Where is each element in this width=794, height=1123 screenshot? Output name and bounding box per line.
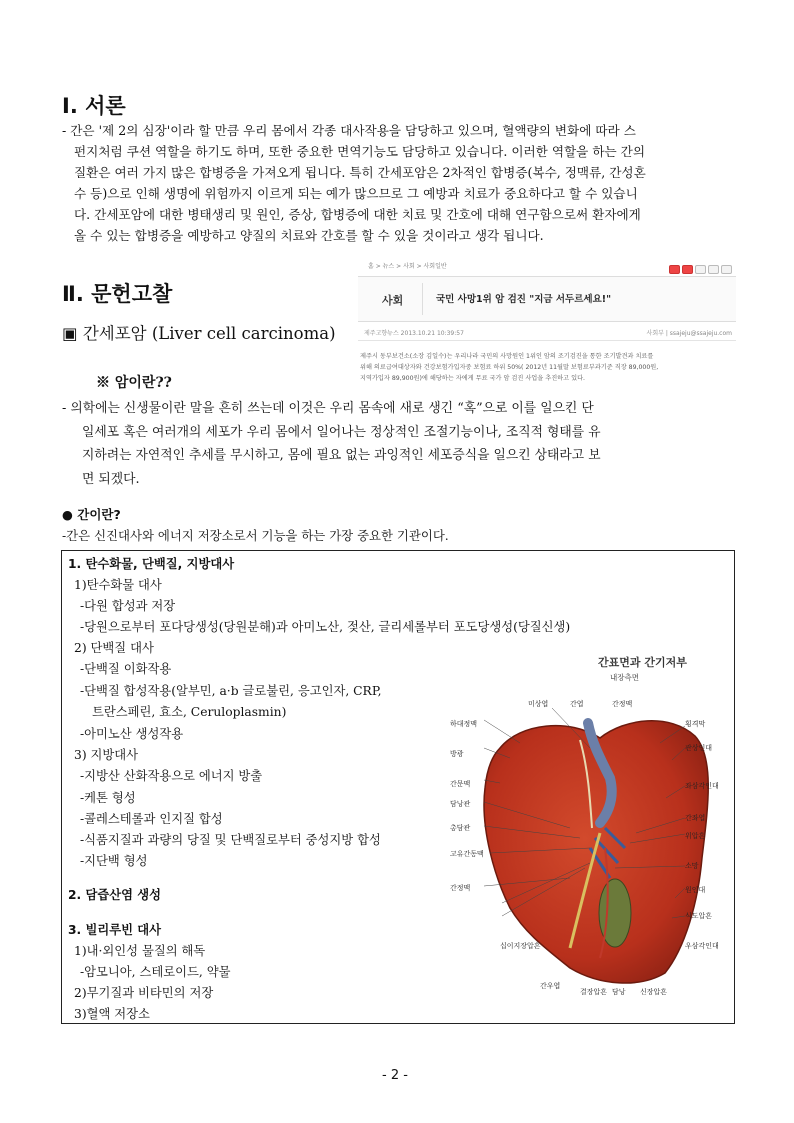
cancer-line: 면 되겠다. [82, 471, 140, 487]
box-line: 2) 단백질 대사 [74, 641, 154, 655]
liver-label: 좌삼각인대 [685, 782, 719, 790]
cancer-paragraph [62, 397, 738, 491]
liver-label: 식도압흔 [685, 912, 713, 920]
liver-label: 총담관 [450, 824, 471, 832]
liver-label: 관상인대 [685, 744, 713, 752]
liver-label: 횡격막 [685, 720, 706, 728]
news-body-line: 위해 의료급여대상자와 건강보험가입자중 보험료 하위 50%( 2012년 11월말 보험료부과기준 직장 89,000원, [360, 364, 659, 371]
page-number: - 2 - [382, 1068, 408, 1083]
box-line: -식품지질과 과량의 당질 및 단백질로부터 중성지방 합성 [80, 833, 381, 847]
section-2-heading: Ⅱ. 문헌고찰 [62, 282, 173, 306]
liver-label: 간정맥 [450, 884, 471, 892]
font-up-icon[interactable] [669, 265, 680, 274]
liver-label: 소망 [685, 862, 699, 870]
share-icon[interactable] [721, 265, 732, 274]
news-breadcrumb: 홈 > 뉴스 > 사회 > 사회일반 [368, 263, 447, 270]
cancer-line: 지하려는 자연적인 추세를 무시하고, 몸에 필요 없는 과잉적인 세포증식을 일으킨 상태라고 보 [82, 448, 601, 463]
liver-label: 간우엽 [540, 982, 561, 990]
box-line: -다원 합성과 저장 [80, 599, 176, 613]
liver-figure-subtitle: 내장측면 [610, 673, 639, 682]
intro-line: 수 등)으로 인해 생명에 위험까지 이르게 되는 예가 많으므로 그 예방과 치료가 중요하다고 할 수 있습니 [74, 186, 638, 201]
liver-label: 미상엽 [528, 700, 549, 708]
liver-label: 고유간동맥 [450, 850, 484, 858]
liver-label: 신장압흔 [640, 988, 668, 996]
cancer-line: - 의학에는 신생물이란 말을 흔히 쓰는데 이것은 우리 몸속에 새로 생긴 “혹”으로 이를 일으킨 단 [62, 401, 594, 416]
news-meta-author: 사회부 | ssajeju@ssajeju.com [646, 330, 732, 337]
news-title: 국민 사망1위 암 검진 "지금 서두르세요!" [436, 294, 612, 305]
liver-label: 우삼각인대 [685, 942, 719, 950]
news-rule [358, 340, 736, 341]
liver-label: 담낭 [612, 988, 626, 996]
news-body-line: 지역가입자 89,900원)에 해당하는 자에게 무료 국가 암 검진 사업을 추진하고 있다. [360, 375, 586, 382]
liver-label: 간문맥 [450, 780, 471, 788]
what-is-liver-heading: ● 간이란? [62, 507, 121, 522]
box-line: -지단백 형성 [80, 854, 148, 868]
box-line: -지방산 산화작용으로 에너지 방출 [80, 769, 263, 783]
liver-label: 간엽 [570, 700, 584, 708]
box-line: -당원으로부터 포다당생성(당원분해)과 아미노산, 젖산, 글리세롤부터 포도당생성(당질신생) [80, 620, 571, 634]
liver-definition: -간은 신진대사와 에너지 저장소로서 기능을 하는 가장 중요한 기관이다. [62, 528, 449, 543]
liver-figure-title: 간표면과 간기저부 [598, 656, 687, 669]
box-line: -암모니아, 스테로이드, 약물 [80, 965, 231, 979]
news-section: 사회 [382, 294, 404, 307]
box-line: 2. 담즙산염 생성 [68, 888, 162, 902]
box-line: 1)탄수화물 대사 [74, 578, 162, 592]
intro-line: 올 수 있는 합병증을 예방하고 양질의 치료와 간호를 할 수 있을 것이라고 생각 됩니다. [74, 228, 544, 243]
intro-paragraph [62, 120, 738, 246]
what-is-cancer-heading: ※ 암이란?? [96, 375, 172, 391]
font-down-icon[interactable] [682, 265, 693, 274]
box-line: -콜레스테롤과 인지질 합성 [80, 812, 223, 826]
box-line: -케톤 형성 [80, 791, 136, 805]
intro-line: 질환은 여러 가지 많은 합병증을 가져오게 됩니다. 특히 간세포암은 2차적인 합병증(복수, 정맥류, 간성혼 [74, 165, 646, 180]
liver-label: 하대정맥 [450, 720, 478, 728]
box-line: 3)혈액 저장소 [74, 1007, 150, 1021]
subheading-text: 간세포암 (Liver cell carcinoma) [82, 324, 336, 343]
subheading [62, 320, 336, 344]
news-divider [422, 283, 423, 315]
news-header [358, 276, 736, 322]
box-line: 1)내·외인성 물질의 해독 [74, 944, 206, 958]
liver-label: 원인대 [685, 886, 706, 894]
square-marker-icon: ▣ [62, 324, 78, 343]
liver-label: 방광 [450, 750, 464, 758]
box-line: -단백질 합성작용(알부민, a·b 글로불린, 응고인자, CRP, [80, 684, 382, 698]
cancer-line: 일세포 혹은 여러개의 세포가 우리 몸에서 일어나는 정상적인 조절기능이나, 조직적 형태를 유 [82, 424, 601, 440]
box-line: 3. 빌리루빈 대사 [68, 923, 162, 937]
liver-label: 결장압흔 [580, 988, 608, 996]
liver-illustration [440, 648, 730, 1018]
intro-line: 펀지처럼 쿠션 역할을 하기도 하며, 또한 중요한 면역기능도 담당하고 있습니다. 이러한 역할을 하는 간의 [74, 144, 646, 159]
box-line: 2)무기질과 비타민의 저장 [74, 986, 214, 1000]
intro-line: - 간은 '제 2의 심장'이라 할 만큼 우리 몸에서 각종 대사작용을 담당하고 있으며, 혈액량의 변화에 따라 스 [62, 123, 636, 138]
liver-label: 위압흔 [685, 832, 706, 840]
box-line: 3) 지방대사 [74, 748, 139, 762]
liver-label: 간정맥 [612, 700, 633, 708]
box-line: -단백질 이화작용 [80, 662, 172, 676]
liver-label: 담낭관 [450, 800, 471, 808]
news-body-line: 제주시 동부보건소(소장 김일수)는 우리나라 국민의 사망원인 1위인 암의 조기검진을 통한 조기발견과 치료를 [360, 353, 654, 360]
print-icon[interactable] [695, 265, 706, 274]
news-meta-date: 제주고향뉴스 2013.10.21 10:39:57 [364, 330, 464, 337]
intro-line: 다. 간세포암에 대한 병태생리 및 원인, 증상, 합병증에 대한 치료 및 간호에 대해 연구함으로써 환자에게 [74, 207, 641, 222]
box-line: -아미노산 생성작용 [80, 727, 184, 741]
news-body [360, 351, 658, 384]
liver-label: 간좌엽 [685, 814, 706, 822]
news-clipping [358, 256, 736, 384]
box-line: 1. 탄수화물, 단백질, 지방대사 [68, 557, 235, 571]
mail-icon[interactable] [708, 265, 719, 274]
liver-label: 십이지장압흔 [500, 942, 541, 950]
section-1-heading: Ⅰ. 서론 [62, 94, 126, 118]
box-line: 트란스페린, 효소, Ceruloplasmin) [92, 705, 287, 719]
